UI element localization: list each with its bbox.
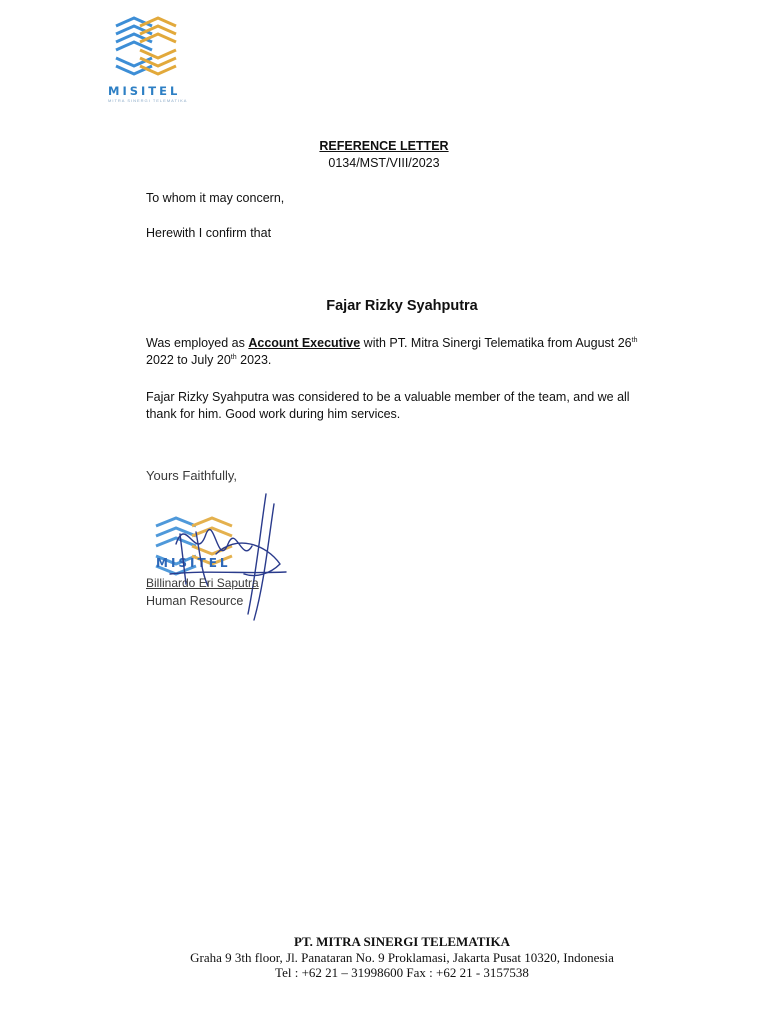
salutation: To whom it may concern, <box>146 191 285 205</box>
intro-line: Herewith I confirm that <box>146 226 272 240</box>
footer-contact: Tel : +62 21 – 31998600 Fax : +62 21 - 3157538 <box>275 965 529 980</box>
logo-wordmark: MISITEL <box>108 84 181 98</box>
company-logo <box>104 14 188 102</box>
employee-name: Fajar Rizky Syahputra <box>326 298 478 314</box>
signature-block <box>146 466 296 626</box>
logo-cube-graphic <box>104 14 188 82</box>
employment-company: with PT. Mitra Sinergi Telematika from August 26 <box>360 336 632 350</box>
employment-prefix: Was employed as <box>146 336 249 350</box>
logo-tagline: MITRA SINERGI TELEMATIKA <box>108 98 188 103</box>
footer-company: PT. MITRA SINERGI TELEMATIKA <box>294 934 510 949</box>
employment-end: 2022 to July 20 <box>146 353 231 367</box>
employment-paragraph <box>146 335 666 369</box>
signer-title: Human Resource <box>146 594 244 608</box>
position-title: Account Executive <box>248 336 361 350</box>
footer-address: Graha 9 3th floor, Jl. Panataran No. 9 Proklamasi, Jakarta Pusat 10320, Indonesia <box>190 950 614 965</box>
end-ordinal: th <box>230 354 237 361</box>
stamp-wordmark: MISITEL <box>156 556 231 570</box>
letter-title: REFERENCE LETTER <box>319 139 449 153</box>
employment-year: 2023. <box>236 353 272 367</box>
letter-number: 0134/MST/VIII/2023 <box>328 156 440 170</box>
appraisal-paragraph: Fajar Rizky Syahputra was considered to be a valuable member of the team, and we all thank for him. Good work during him services. <box>146 390 630 421</box>
closing-line: Yours Faithfully, <box>146 468 238 483</box>
start-ordinal: th <box>631 337 638 344</box>
signer-name: Billinardo Eri Saputra <box>146 576 259 590</box>
